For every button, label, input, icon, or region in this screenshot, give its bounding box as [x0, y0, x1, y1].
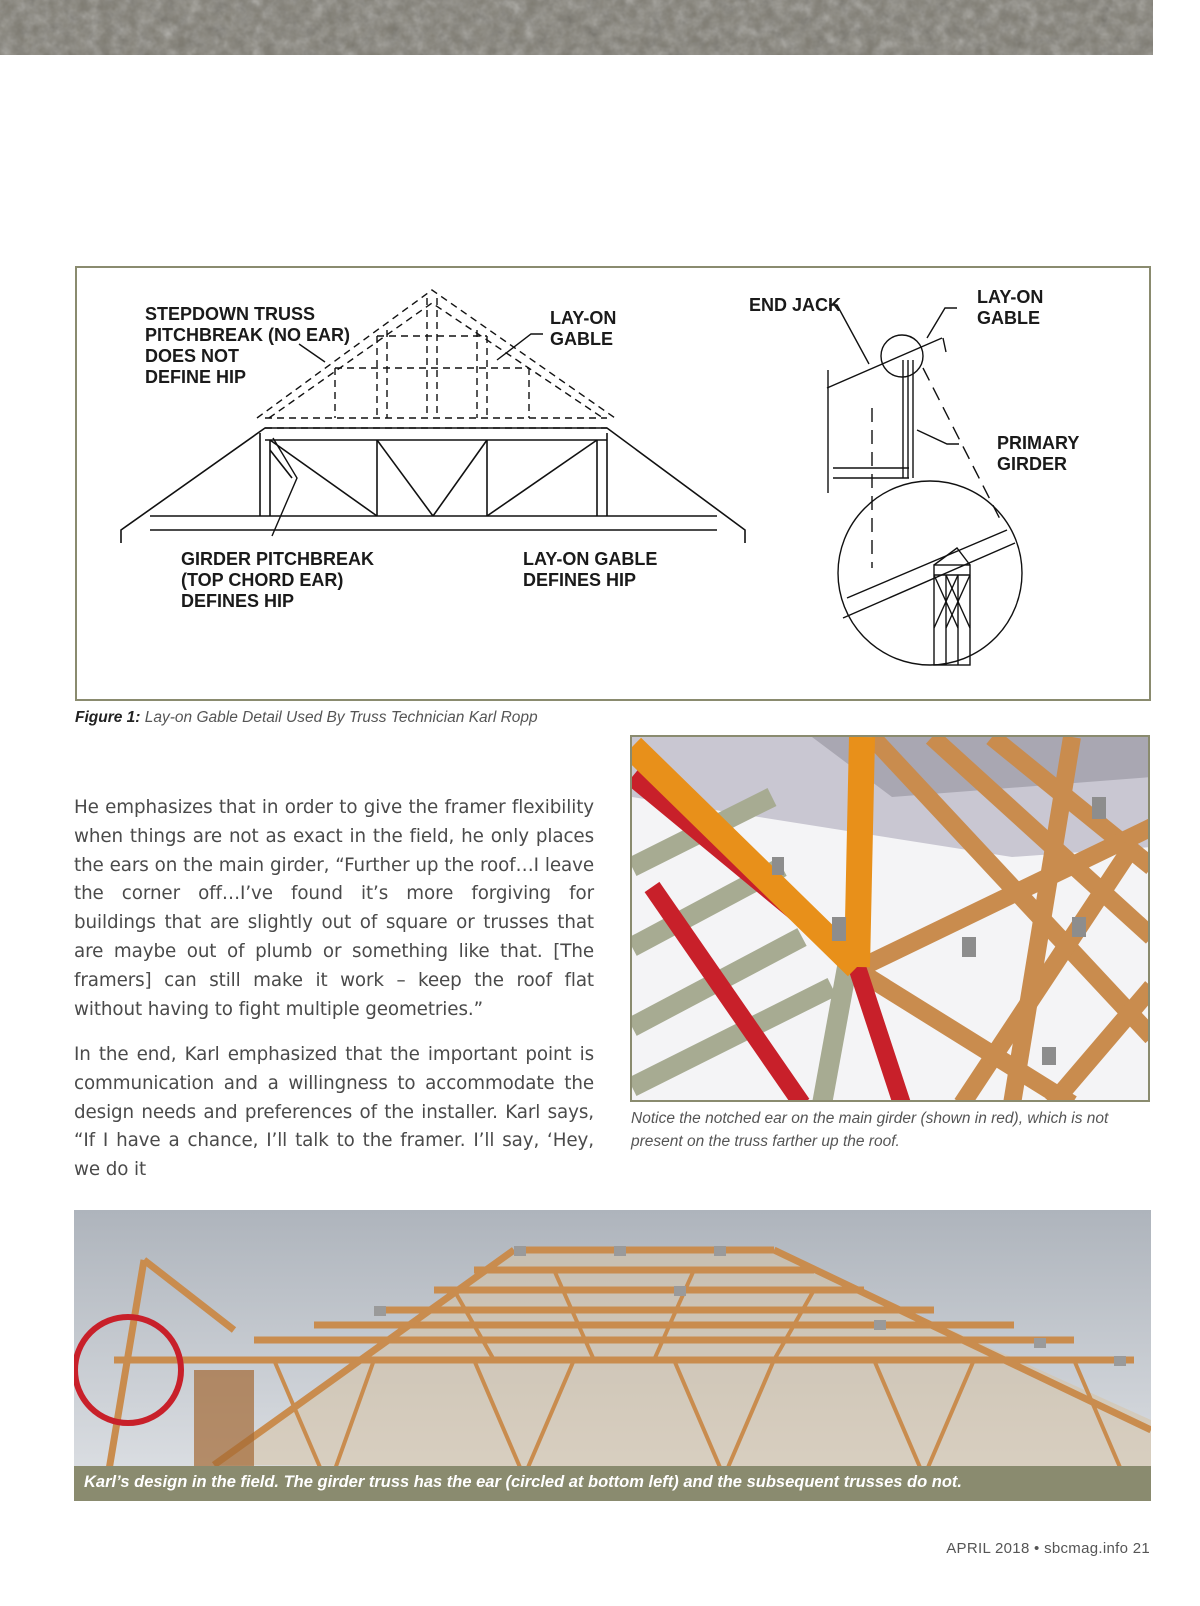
truss-render-caption: Notice the notched ear on the main girder (shown in red), which is not present on the truss farther up the roof.: [631, 1110, 1109, 1150]
field-photo-caption: Karl’s design in the field. The girder truss has the ear (circled at bottom left) and the subsequent trusses do not.: [74, 1466, 1151, 1501]
label-layon-gable-right: LAY-ON GABLE: [977, 287, 1044, 328]
label-stepdown-truss: STEPDOWN TRUSS PITCHBREAK (NO EAR) DOES NOT DEFINE HIP: [145, 304, 350, 387]
label-end-jack: END JACK: [749, 295, 842, 315]
label-layon-defines-hip: LAY-ON GABLE DEFINES HIP: [523, 549, 658, 590]
body-paragraph-1: He emphasizes that in order to give the framer flexibility when things are not as exact in the field, he only places the ears on the main girder, “Further up the roof…I leave the corner off…I’ve found it’s more forgiving for buildings that are slightly out of square or trusses that are maybe out of plumb or something like that. [The framers] can still make it work – keep the roof flat without having to fight multiple geometries.”: [74, 797, 594, 1020]
header-texture: [0, 0, 1153, 55]
label-layon-gable-top: LAY-ON GABLE: [550, 308, 617, 349]
label-primary-girder: PRIMARY GIRDER: [997, 433, 1080, 474]
body-paragraph-2: In the end, Karl emphasized that the important point is communication and a willingness to accommodate the design needs and preferences of the installer. Karl says, “If I have a chance, I’ll talk to the framer. I’ll say, ‘Hey, we do it: [74, 1044, 594, 1181]
figure-caption: [75, 709, 538, 727]
label-girder-pitchbreak: GIRDER PITCHBREAK (TOP CHORD EAR) DEFINES HIP: [181, 549, 375, 611]
page-footer: APRIL 2018 • sbcmag.info 21: [946, 1540, 1150, 1557]
figure-1-diagram: [75, 266, 1151, 701]
field-photo: [74, 1210, 1151, 1500]
figure-caption-prefix: Figure 1:: [75, 709, 141, 726]
figure-caption-text: Lay-on Gable Detail Used By Truss Technician Karl Ropp: [140, 709, 538, 726]
truss-render-photo: [630, 735, 1150, 1102]
